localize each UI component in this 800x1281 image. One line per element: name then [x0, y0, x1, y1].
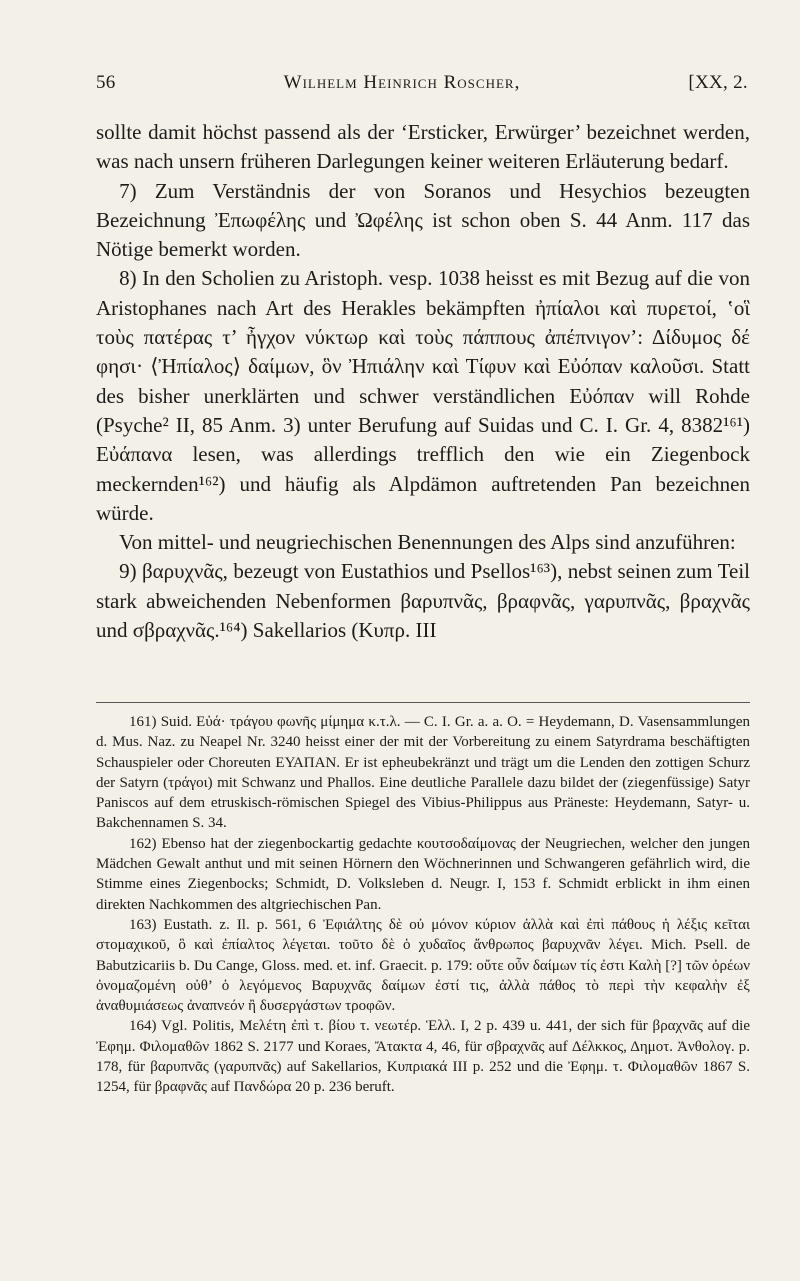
footnotes [96, 712, 750, 1098]
running-header [96, 72, 748, 94]
body-paragraph: sollte damit höchst passend als der ‘Ersticker, Erwürger’ bezeichnet werden, was nach unsern früheren Darlegungen keiner weiteren Erläuterung bedarf. [96, 120, 750, 174]
volume-reference: [XX, 2. [688, 72, 748, 93]
footnote-divider [96, 702, 750, 703]
footnote: 164) Vgl. Politis, Μελέτη ἐπὶ τ. βίου τ. νεωτέρ. Ἑλλ. I, 2 p. 439 u. 441, der sich für βραχνᾶς auf die Ἐφημ. Φιλομαθῶν 1862 S. 2177 und Koraes, Ἄτακτα 4, 46, für σβραχνᾶς auf Δέλκκος, Δημοτ. Ἀνθολογ. p. 178, für βαρυπνᾶς (γαρυπνᾶς) auf Sakellarios, Κυπριακά III p. 252 und die Ἐφημ. τ. Φιλομαθῶν 1867 S. 1254, für βραφνᾶς auf Πανδώρα 20 p. 236 beruft. [96, 1018, 750, 1096]
running-title: Wilhelm Heinrich Roscher, [283, 72, 521, 93]
footnote: 163) Eustath. z. Il. p. 561, 6 Ἐφιάλτης δὲ οὐ μόνον κύριον ἀλλὰ καὶ ἐπὶ πάθους ἡ λέξις κεῖται στομαχικοῦ, ὃ καὶ ἐπίαλτος λέγεται. τοῦτο δὲ ὁ χυδαῖος ἄνθρωπος βαρυχνᾶν λέγει. Mich. Psell. de Babutzicariis b. Du Cange, Gloss. med. et. inf. Graecit. p. 179: οὔτε οὖν δαίμων τίς ἐστι Καλὴ [?] τῶν ὀρέων ὀνομαζομένη οὐθ’ ὁ λεγόμενος Βαρυχνᾶς δαίμων ἐστί τις, ἀλλὰ πάθος τὸ περὶ τὴν κεφαλὴν ἐξ ἀναθυμιάσεως ἀναπνεόν ἢ δυσεργάστων τροφῶν. [96, 916, 750, 1015]
body-paragraph: 7) Zum Verständnis der von Soranos und Hesychios bezeugten Bezeichnung Ἐπωφέλης und Ὠφέλης ist schon oben S. 44 Anm. 117 das Nötige bemerkt worden. [96, 178, 750, 262]
body-paragraph: Von mittel- und neugriechischen Benennungen des Alps sind anzuführen: [119, 530, 736, 555]
body-paragraph: 8) In den Scholien zu Aristoph. vesp. 1038 heisst es mit Bezug auf die von Aristophanes nach Art des Herakles bekämpften ἠπίαλοι καὶ πυρετοί, ‛οἳ τοὺς πατέρας τ’ ἦγχον νύκτωρ καὶ τοὺς πάππους ἀπέπνιγον’: Δίδυμος δέ φησι· ⟨Ἠπίαλος⟩ δαίμων, ὃν Ἠπιάλην καὶ Τίφυν καὶ Εὐόπαν καλοῦσι. Statt des bisher unerklärten und schwer verständlichen Εὐόπαν will Rohde (Psyche² II, 85 Anm. 3) unter Berufung auf Suidas und C. I. Gr. 4, 8382¹⁶¹) Εὐάπανα lesen, was allerdings trefflich den wie ein Ziegenbock meckernden¹⁶²) und häufig als Alpdämon auftretenden Pan bezeichnen würde. [96, 266, 750, 525]
footnote: 161) Suid. Εὐά· τράγου φωνῆς μίμημα κ.τ.λ. — C. I. Gr. a. a. O. = Heydemann, D. Vasensammlungen d. Mus. Naz. zu Neapel Nr. 3240 heisst einer der mit der Vorbereitung zu einem Satyrdrama beschäftigten Schauspieler oder Choreuten ΕΥΑΠΑΝ. Er ist epheubekränzt und trägt um die Lenden den zottigen Schurz der Satyrn (τράγοι) mit Schwanz und Phallos. Eine deutliche Parallele dazu bildet der (ziegenfüssige) Satyr Paniscos auf dem etruskisch-römischen Spiegel des Vibius-Philippus aus Präneste: Heydemann, Satyr- u. Bakchennamen S. 34. [96, 714, 750, 832]
body-paragraph: 9) βαρυχνᾶς, bezeugt von Eustathios und Psellos¹⁶³), nebst seinen zum Teil stark abweichenden Nebenformen βαρυπνᾶς, βραφνᾶς, γαρυπνᾶς, βραχνᾶς und σβραχνᾶς.¹⁶⁴) Sakellarios (Κυπρ. III [96, 559, 750, 643]
footnote: 162) Ebenso hat der ziegenbockartig gedachte κουτσοδαίμονας der Neugriechen, welcher den jungen Mädchen Gewalt anthut und mit seinen Hörnern den Wöchnerinnen und Schwangeren gefährlich wird, die Stimme eines Ziegenbocks; Schmidt, D. Volksleben d. Neugr. I, 153 f. Schmidt erblickt in ihm einen direkten Nachkommen des altgriechischen Pan. [96, 835, 750, 913]
main-text [96, 118, 750, 645]
page-number: 56 [96, 72, 116, 93]
